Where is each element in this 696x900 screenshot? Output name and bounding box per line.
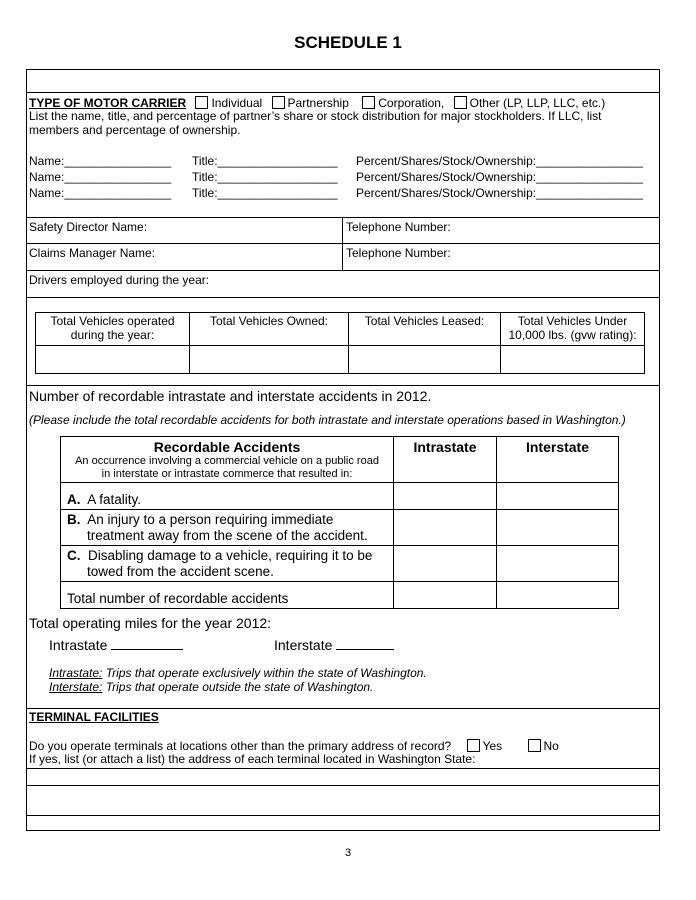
total-interstate-input[interactable] (497, 582, 619, 609)
vehicles-under-10000-header: Total Vehicles Under 10,000 lbs. (gvw rating): (501, 313, 645, 346)
vehicles-operated-header: Total Vehicles operated during the year: (36, 313, 190, 346)
accidents-table-desc: in interstate or intrastate commerce that resulted in: (101, 467, 353, 480)
fatality-interstate-input[interactable] (497, 483, 619, 510)
other-checkbox[interactable] (454, 96, 467, 109)
owner-title-field[interactable]: Title:__________________ (192, 186, 338, 200)
partnership-label: Partnership (287, 96, 349, 110)
accidents-table (60, 436, 619, 609)
total-intrastate-input[interactable] (394, 582, 497, 609)
individual-label: Individual (211, 96, 263, 110)
other-label: Other (LP, LLP, LLC, etc.) (469, 96, 606, 110)
accidents-table-desc: An occurrence involving a commercial vehicle on a public road (75, 455, 379, 468)
miles-heading: Total operating miles for the year 2012: (29, 615, 272, 631)
intrastate-miles-label: Intrastate (49, 637, 108, 653)
terminal-no-checkbox[interactable] (528, 739, 541, 752)
damage-intrastate-input[interactable] (394, 546, 497, 582)
fatality-intrastate-input[interactable] (394, 483, 497, 510)
divider (26, 385, 660, 386)
vehicles-leased-input[interactable] (349, 345, 501, 373)
owner-name-field[interactable]: Name:________________ (29, 170, 172, 184)
terminal-question: Do you operate terminals at locations other than the primary address of record? (29, 739, 452, 753)
terminal-yes-checkbox[interactable] (467, 739, 480, 752)
individual-checkbox[interactable] (195, 96, 208, 109)
safety-telephone-field[interactable]: Telephone Number: (346, 220, 451, 234)
divider (26, 217, 660, 218)
interstate-miles-input[interactable] (336, 649, 394, 650)
vehicles-owned-header: Total Vehicles Owned: (190, 313, 349, 346)
owner-percent-field[interactable]: Percent/Shares/Stock/Ownership:________________ (356, 170, 643, 184)
divider (26, 92, 660, 93)
owner-percent-field[interactable]: Percent/Shares/Stock/Ownership:________________ (356, 186, 643, 200)
owner-name-field[interactable]: Name:________________ (29, 186, 172, 200)
interstate-miles-row (274, 637, 394, 653)
vehicles-leased-header: Total Vehicles Leased: (349, 313, 501, 346)
page-number: 3 (344, 847, 352, 859)
drivers-employed-field[interactable]: Drivers employed during the year: (29, 273, 210, 287)
intrastate-column-header: Intrastate (394, 437, 497, 483)
total-accidents-label: Total number of recordable accidents (61, 582, 394, 609)
divider (26, 768, 660, 769)
terminal-yes-label: Yes (482, 739, 503, 753)
intrastate-definition: Intrastate: Trips that operate exclusively within the state of Washington. (49, 666, 427, 680)
owner-percent-field[interactable]: Percent/Shares/Stock/Ownership:________________ (356, 154, 643, 168)
carrier-instructions: members and percentage of ownership. (29, 123, 241, 137)
damage-interstate-input[interactable] (497, 546, 619, 582)
divider (26, 708, 660, 709)
accidents-header-cell (61, 437, 394, 483)
claims-manager-field[interactable]: Claims Manager Name: (29, 246, 156, 260)
vehicles-under-10000-input[interactable] (501, 345, 645, 373)
accidents-note: (Please include the total recordable accidents for both intrastate and interstate operations based in Washington.) (29, 413, 626, 427)
owner-title-field[interactable]: Title:__________________ (192, 154, 338, 168)
corporation-label: Corporation, (378, 96, 445, 110)
corporation-checkbox[interactable] (362, 96, 375, 109)
injury-interstate-input[interactable] (497, 510, 619, 546)
carrier-type-heading: TYPE OF MOTOR CARRIER (29, 96, 187, 110)
accidents-heading: Number of recordable intrastate and interstate accidents in 2012. (29, 388, 432, 404)
divider (26, 297, 660, 298)
accident-row-label: A. A fatality. (61, 483, 394, 510)
partnership-checkbox[interactable] (272, 96, 285, 109)
terminal-no-label: No (543, 739, 559, 753)
divider (26, 243, 660, 244)
terminal-address-input[interactable] (27, 786, 659, 814)
accident-row-label: B. An injury to a person requiring immediate treatment away from the scene of the accident. (61, 510, 394, 546)
interstate-column-header: Interstate (497, 437, 619, 483)
intrastate-miles-input[interactable] (111, 649, 183, 650)
intrastate-miles-row (49, 637, 183, 653)
vehicles-table (35, 312, 645, 374)
terminal-heading: TERMINAL FACILITIES (29, 710, 159, 724)
injury-intrastate-input[interactable] (394, 510, 497, 546)
terminal-list-instruction: If yes, list (or attach a list) the address of each terminal located in Washington State: (29, 752, 476, 766)
owner-title-field[interactable]: Title:__________________ (192, 170, 338, 184)
divider (26, 270, 660, 271)
page-title: SCHEDULE 1 (294, 33, 402, 52)
divider (342, 217, 343, 270)
vehicles-owned-input[interactable] (190, 345, 349, 373)
owner-name-field[interactable]: Name:________________ (29, 154, 172, 168)
vehicles-operated-input[interactable] (36, 345, 190, 373)
carrier-instructions: List the name, title, and percentage of partner’s share or stock distribution for major stockholders. If LLC, list (29, 109, 602, 123)
accident-row-label: C. Disabling damage to a vehicle, requiring it to be towed from the accident scene. (61, 546, 394, 582)
claims-telephone-field[interactable]: Telephone Number: (346, 246, 451, 260)
safety-director-field[interactable]: Safety Director Name: (29, 220, 148, 234)
accidents-table-title: Recordable Accidents (153, 439, 301, 455)
interstate-miles-label: Interstate (274, 637, 333, 653)
interstate-definition: Interstate: Trips that operate outside the state of Washington. (49, 680, 374, 694)
terminal-address-input[interactable] (27, 816, 659, 830)
